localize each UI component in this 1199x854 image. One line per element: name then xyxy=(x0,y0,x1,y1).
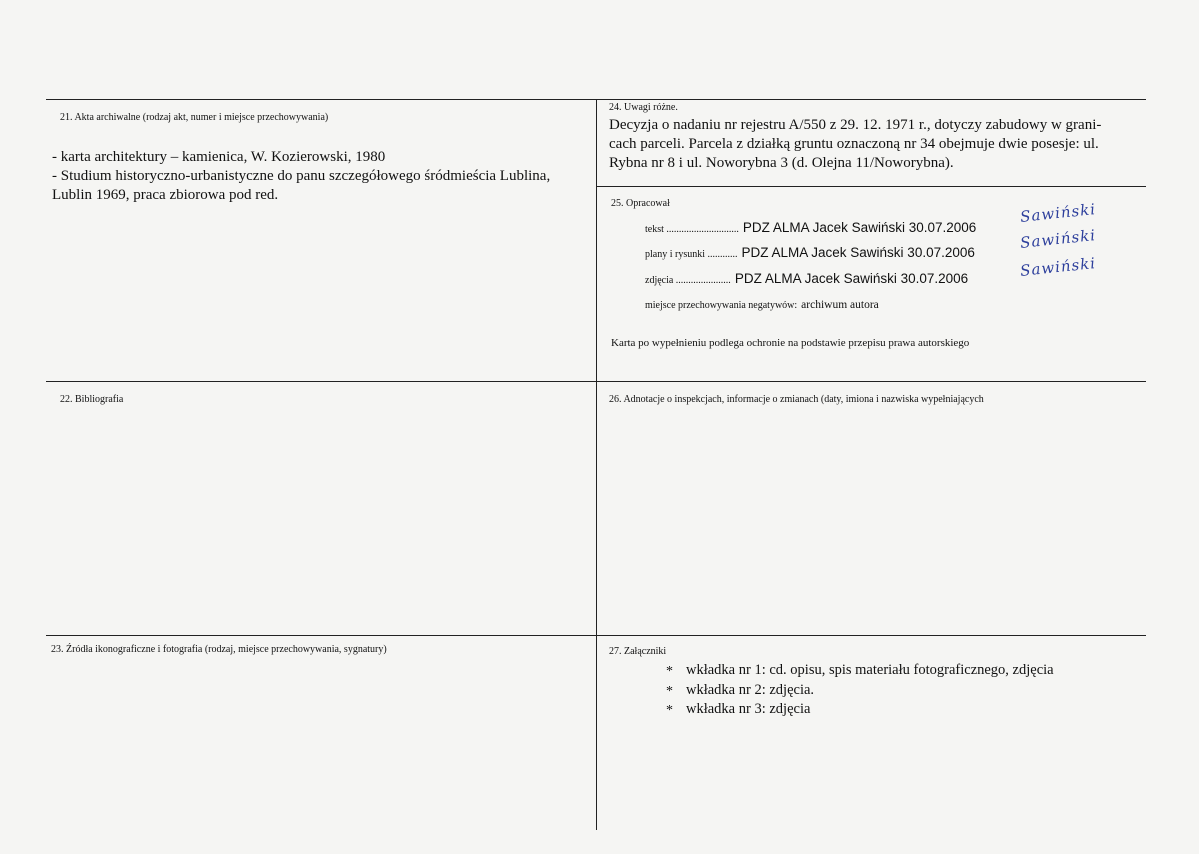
archive-line-2: - Studium historyczno-urbanistyczne do panu szczegółowego śródmieścia Lublina, xyxy=(52,168,551,184)
bullet-marker: * xyxy=(666,684,673,699)
prepared-row-text xyxy=(645,219,976,237)
remarks-line-2: cach parceli. Parcela z działką gruntu oznaczoną nr 34 obejmuje dwie posesje: ul. xyxy=(609,136,1099,152)
section-26-heading: 26. Adnotacje o inspekcjach, informacje o zmianach (daty, imiona i nazwiska wypełniających xyxy=(609,394,984,405)
row-divider-2 xyxy=(46,635,1146,636)
negatives-value: archiwum autora xyxy=(801,299,879,311)
attachment-item-1: wkładka nr 1: cd. opisu, spis materiału fotograficznego, zdjęcia xyxy=(686,662,1054,678)
attachment-item-2: wkładka nr 2: zdjęcia. xyxy=(686,682,815,698)
prepared-value-text: PDZ ALMA Jacek Sawiński 30.07.2006 xyxy=(742,220,977,235)
row-divider-1 xyxy=(46,381,1146,382)
signature-image-1: Sawiński xyxy=(1019,200,1097,226)
remarks-line-1: Decyzja o nadaniu nr rejestru A/550 z 29. 12. 1971 r., dotyczy zabudowy w grani- xyxy=(609,117,1102,133)
archive-line-3: Lublin 1969, praca zbiorowa pod red. xyxy=(52,187,279,203)
prepared-label-text: tekst ............................. xyxy=(645,224,739,235)
remarks-line-3: Rybna nr 8 i ul. Noworybna 3 (d. Olejna 11/Noworybna). xyxy=(609,155,954,171)
copyright-note: Karta po wypełnieniu podlega ochronie na podstawie przepisu prawa autorskiego xyxy=(611,337,970,349)
bullet-marker: * xyxy=(666,703,673,718)
section-23-heading: 23. Źródła ikonograficzne i fotografia (rodzaj, miejsce przechowywania, sygnatury) xyxy=(51,644,387,655)
bullet-marker: * xyxy=(666,664,673,679)
negatives-label: miejsce przechowywania negatywów: xyxy=(645,300,798,311)
section-22-heading: 22. Bibliografia xyxy=(60,394,124,405)
column-divider xyxy=(596,99,597,830)
prepared-value-photos: PDZ ALMA Jacek Sawiński 30.07.2006 xyxy=(734,271,969,286)
section-25-heading: 25. Opracował xyxy=(611,198,670,209)
prepared-row-plans xyxy=(645,244,975,262)
prepared-label-plans: plany i rysunki ............ xyxy=(645,249,738,260)
section-24-heading: 24. Uwagi różne. xyxy=(609,102,678,113)
attachment-item-3: wkładka nr 3: zdjęcia xyxy=(686,701,811,717)
section-21-heading: 21. Akta archiwalne (rodzaj akt, numer i miejsce przechowywania) xyxy=(60,112,329,123)
section-27-heading: 27. Załączniki xyxy=(609,646,667,657)
signature-image-3: Sawiński xyxy=(1019,254,1097,280)
section-21-content xyxy=(52,148,592,205)
prepared-row-photos xyxy=(645,270,968,288)
archive-line-1: - karta architektury – kamienica, W. Kozierowski, 1980 xyxy=(52,149,386,165)
negatives-row xyxy=(645,295,879,313)
prepared-value-plans: PDZ ALMA Jacek Sawiński 30.07.2006 xyxy=(741,245,975,260)
signature-image-2: Sawiński xyxy=(1019,226,1097,252)
row-divider-24-25 xyxy=(597,186,1146,187)
section-24-content xyxy=(609,116,1144,173)
prepared-label-photos: zdjęcia ...................... xyxy=(645,275,731,286)
